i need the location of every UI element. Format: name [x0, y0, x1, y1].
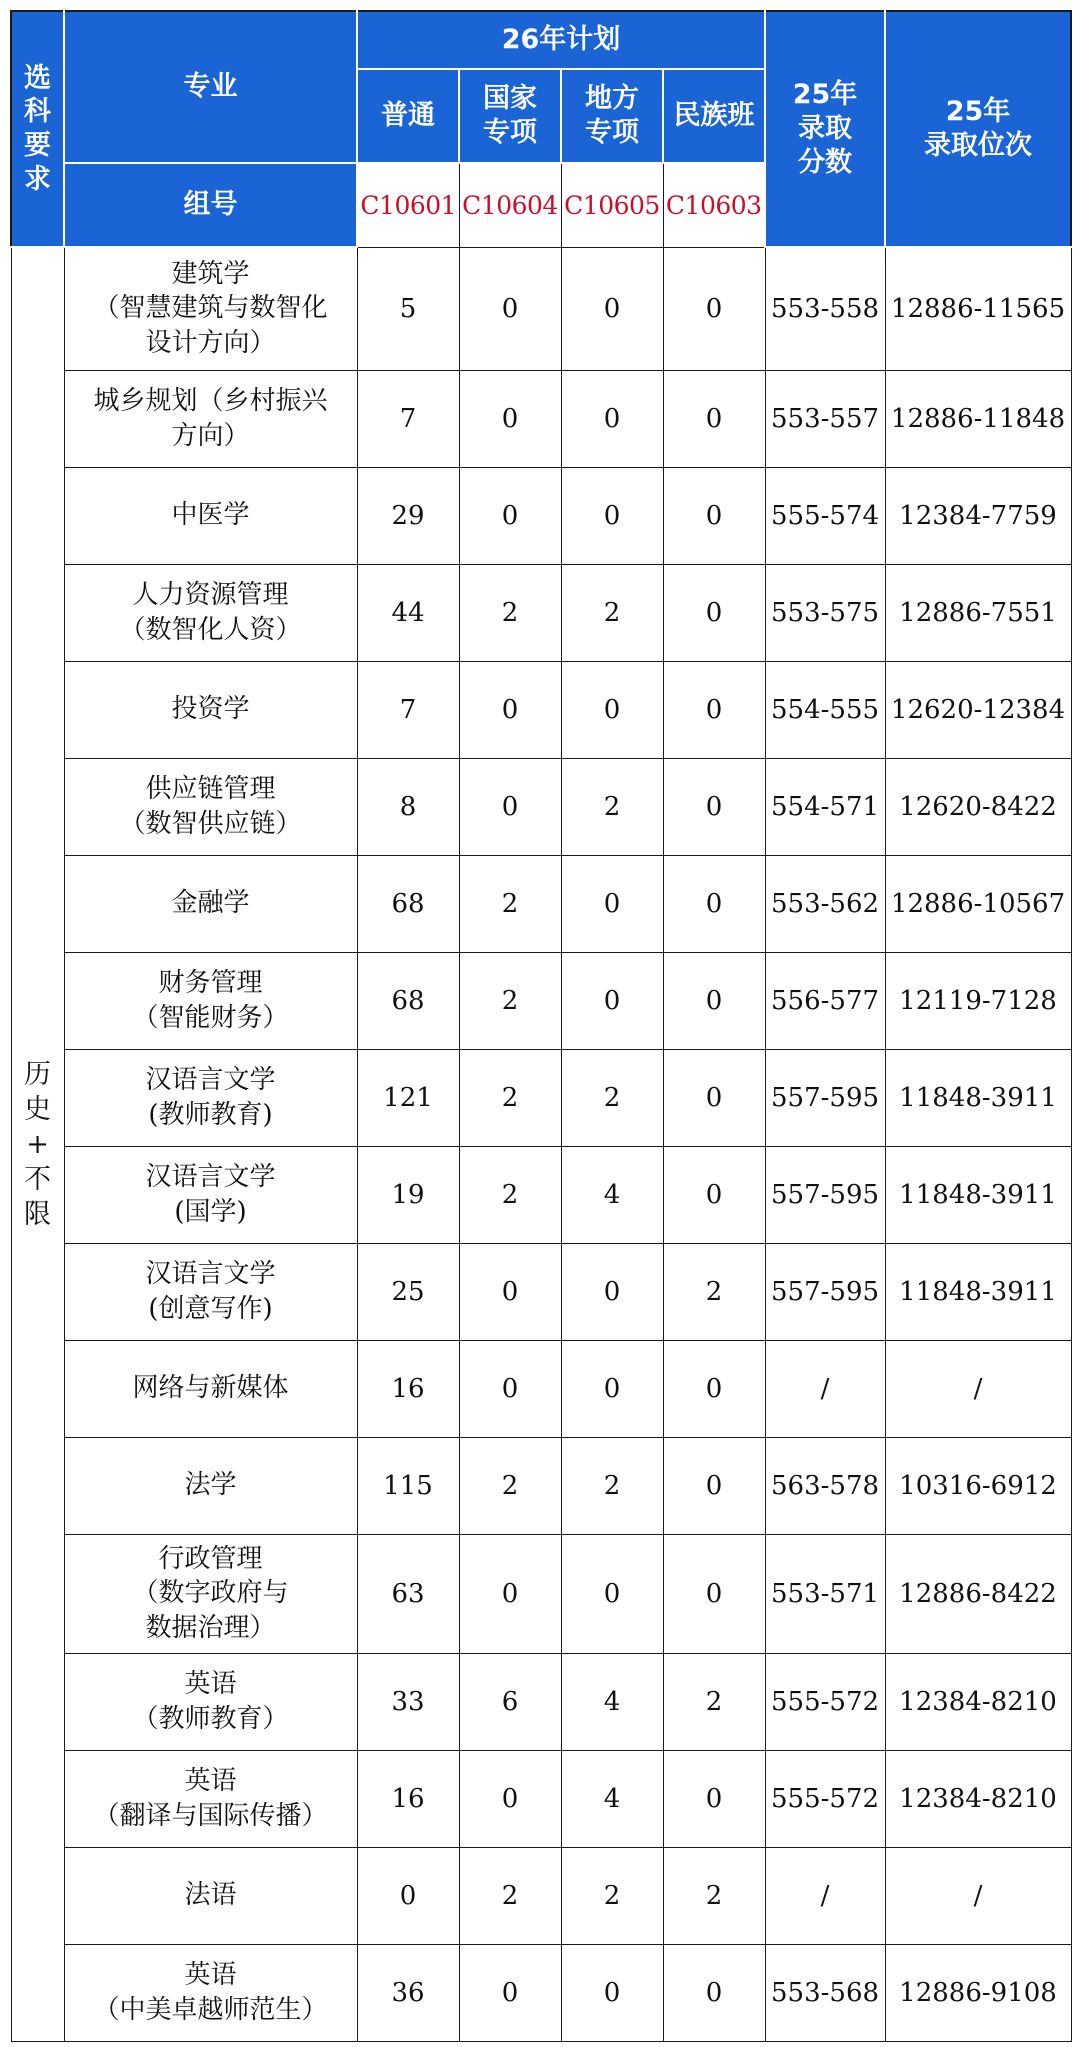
rank-range-cell: 12384-8210 [885, 1750, 1071, 1847]
score-range-cell: 553-557 [765, 370, 885, 467]
subject-requirement-char: + [26, 1128, 49, 1160]
rank-range-cell: 12119-7128 [885, 952, 1071, 1049]
major-name-line: 英语 [184, 1765, 237, 1796]
plan-local-special-cell: 0 [561, 247, 663, 370]
plan-ethnic-class-cell: 0 [663, 1437, 765, 1534]
plan-regular-cell: 25 [357, 1243, 459, 1340]
major-cell [64, 1146, 357, 1243]
plan-regular-cell: 7 [357, 661, 459, 758]
plan-ethnic-class-cell: 0 [663, 1049, 765, 1146]
plan-regular-cell: 19 [357, 1146, 459, 1243]
major-name-line: （智慧建筑与数智化 [93, 293, 328, 324]
score-range-cell: 563-578 [765, 1437, 885, 1534]
plan-local-special-cell: 0 [561, 467, 663, 564]
plan-national-special-cell: 6 [459, 1653, 561, 1750]
table-row [11, 247, 1071, 370]
plan-regular-cell: 29 [357, 467, 459, 564]
score-range-cell: 553-558 [765, 247, 885, 370]
plan-local-special-cell: 0 [561, 1243, 663, 1340]
admission-plan-table-container [10, 10, 1070, 2042]
plan-regular-cell: 115 [357, 1437, 459, 1534]
major-name-line: 英语 [184, 1668, 237, 1699]
major-cell [64, 855, 357, 952]
plan-regular-cell: 16 [357, 1750, 459, 1847]
major-name-line: （中美卓越师范生） [93, 1994, 328, 2025]
plan-national-special-cell: 0 [459, 1944, 561, 2041]
group-code-local-special: C10605 [561, 163, 663, 247]
major-name-line: 金融学 [171, 888, 250, 919]
major-name-line: 投资学 [171, 694, 250, 725]
major-name-line: 财务管理 [158, 967, 263, 998]
major-name-line: 城乡规划（乡村振兴 [93, 385, 328, 416]
plan-ethnic-class-cell: 2 [663, 1847, 765, 1944]
plan-regular-cell: 68 [357, 952, 459, 1049]
major-name-line: 行政管理 [158, 1543, 263, 1574]
major-name-line: （教师教育） [132, 1703, 289, 1734]
header-group-no: 组号 [64, 163, 357, 247]
major-cell [64, 1944, 357, 2041]
major-name-line: 汉语言文学 [145, 1064, 276, 1095]
plan-regular-cell: 5 [357, 247, 459, 370]
score-range-cell: 553-568 [765, 1944, 885, 2041]
plan-local-special-cell: 0 [561, 952, 663, 1049]
plan-regular-cell: 44 [357, 564, 459, 661]
plan-ethnic-class-cell: 0 [663, 1944, 765, 2041]
major-name-line: 方向） [171, 420, 250, 451]
plan-local-special-cell: 0 [561, 1944, 663, 2041]
score-range-cell: / [765, 1847, 885, 1944]
plan-ethnic-class-cell: 0 [663, 661, 765, 758]
major-name-line: 中医学 [171, 500, 250, 531]
plan-national-special-cell: 0 [459, 467, 561, 564]
plan-national-special-cell: 2 [459, 1146, 561, 1243]
plan-regular-cell: 0 [357, 1847, 459, 1944]
plan-local-special-cell: 2 [561, 1049, 663, 1146]
major-name-line: (国学) [174, 1196, 247, 1227]
score-range-cell: 557-595 [765, 1049, 885, 1146]
major-name-line: （翻译与国际传播） [93, 1800, 328, 1831]
rank-range-cell: 12620-8422 [885, 758, 1071, 855]
score-range-cell: 557-595 [765, 1243, 885, 1340]
group-code-ethnic-class: C10603 [663, 163, 765, 247]
table-row [11, 370, 1071, 467]
plan-local-special-cell: 0 [561, 370, 663, 467]
plan-national-special-cell: 0 [459, 370, 561, 467]
score-range-cell: 553-571 [765, 1534, 885, 1653]
major-cell [64, 370, 357, 467]
plan-ethnic-class-cell: 0 [663, 467, 765, 564]
major-name-line: 建筑学 [171, 258, 250, 289]
plan-ethnic-class-cell: 0 [663, 564, 765, 661]
major-name-line: (教师教育) [148, 1099, 273, 1130]
major-cell [64, 1750, 357, 1847]
table-row [11, 1049, 1071, 1146]
plan-local-special-cell: 4 [561, 1146, 663, 1243]
header-plan-ethnic-class: 民族班 [663, 69, 765, 163]
rank-range-cell: 12886-9108 [885, 1944, 1071, 2041]
plan-local-special-cell: 0 [561, 855, 663, 952]
subject-requirement-char: 历 [24, 1058, 51, 1090]
plan-local-special-cell: 2 [561, 1847, 663, 1944]
subject-requirement-char: 不 [24, 1163, 51, 1195]
rank-range-cell: 12886-7551 [885, 564, 1071, 661]
major-cell [64, 1534, 357, 1653]
rank-range-cell: 11848-3911 [885, 1243, 1071, 1340]
major-cell [64, 952, 357, 1049]
score-range-cell: 555-572 [765, 1750, 885, 1847]
plan-local-special-cell: 0 [561, 1534, 663, 1653]
plan-national-special-cell: 2 [459, 1049, 561, 1146]
header-plan-national-special: 国家 专项 [459, 69, 561, 163]
plan-national-special-cell: 0 [459, 247, 561, 370]
subject-requirement-char: 史 [24, 1093, 51, 1125]
plan-regular-cell: 16 [357, 1340, 459, 1437]
score-range-cell: 555-574 [765, 467, 885, 564]
table-row [11, 1944, 1071, 2041]
major-cell [64, 1653, 357, 1750]
plan-national-special-cell: 2 [459, 1437, 561, 1534]
group-code-national-special: C10604 [459, 163, 561, 247]
rank-range-cell: 12886-11565 [885, 247, 1071, 370]
plan-national-special-cell: 0 [459, 1340, 561, 1437]
score-range-cell: 554-555 [765, 661, 885, 758]
plan-regular-cell: 68 [357, 855, 459, 952]
plan-local-special-cell: 0 [561, 1340, 663, 1437]
table-row [11, 1243, 1071, 1340]
score-range-cell: 556-577 [765, 952, 885, 1049]
plan-ethnic-class-cell: 0 [663, 1146, 765, 1243]
major-cell [64, 564, 357, 661]
major-cell [64, 1847, 357, 1944]
major-name-line: （智能财务） [132, 1002, 289, 1033]
table-row [11, 758, 1071, 855]
rank-range-cell: 11848-3911 [885, 1146, 1071, 1243]
header-rank: 25年 录取位次 [885, 11, 1071, 247]
plan-national-special-cell: 0 [459, 1534, 561, 1653]
score-range-cell: 557-595 [765, 1146, 885, 1243]
header-major: 专业 [64, 11, 357, 163]
plan-national-special-cell: 0 [459, 661, 561, 758]
major-name-line: 供应链管理 [145, 773, 276, 804]
plan-national-special-cell: 0 [459, 758, 561, 855]
plan-ethnic-class-cell: 0 [663, 855, 765, 952]
plan-ethnic-class-cell: 2 [663, 1243, 765, 1340]
rank-range-cell: / [885, 1847, 1071, 1944]
table-row [11, 1437, 1071, 1534]
plan-national-special-cell: 2 [459, 1847, 561, 1944]
rank-range-cell: 12886-10567 [885, 855, 1071, 952]
plan-local-special-cell: 4 [561, 1750, 663, 1847]
major-cell [64, 467, 357, 564]
plan-regular-cell: 7 [357, 370, 459, 467]
header-score: 25年 录取 分数 [765, 11, 885, 247]
major-name-line: （数智供应链） [119, 808, 302, 839]
major-name-line: (创意写作) [148, 1293, 273, 1324]
plan-national-special-cell: 2 [459, 564, 561, 661]
table-row [11, 952, 1071, 1049]
table-row [11, 855, 1071, 952]
plan-national-special-cell: 2 [459, 855, 561, 952]
rank-range-cell: / [885, 1340, 1071, 1437]
rank-range-cell: 12886-11848 [885, 370, 1071, 467]
table-row [11, 467, 1071, 564]
rank-range-cell: 10316-6912 [885, 1437, 1071, 1534]
subject-requirement-cell [11, 247, 64, 2041]
major-name-line: 设计方向） [145, 328, 276, 359]
table-row [11, 1340, 1071, 1437]
plan-local-special-cell: 2 [561, 564, 663, 661]
major-name-line: （数字政府与 [132, 1578, 289, 1609]
score-range-cell: 553-575 [765, 564, 885, 661]
plan-ethnic-class-cell: 0 [663, 952, 765, 1049]
subject-requirement-char: 限 [24, 1198, 51, 1230]
major-name-line: 汉语言文学 [145, 1161, 276, 1192]
plan-ethnic-class-cell: 0 [663, 247, 765, 370]
table-row [11, 1847, 1071, 1944]
rank-range-cell: 12384-8210 [885, 1653, 1071, 1750]
plan-ethnic-class-cell: 0 [663, 758, 765, 855]
major-cell [64, 1243, 357, 1340]
table-row [11, 1534, 1071, 1653]
plan-ethnic-class-cell: 0 [663, 1534, 765, 1653]
major-name-line: 数据治理） [145, 1612, 276, 1643]
major-cell [64, 247, 357, 370]
major-name-line: 网络与新媒体 [132, 1373, 289, 1404]
major-cell [64, 758, 357, 855]
rank-range-cell: 11848-3911 [885, 1049, 1071, 1146]
plan-national-special-cell: 2 [459, 952, 561, 1049]
plan-regular-cell: 63 [357, 1534, 459, 1653]
major-name-line: （数智化人资） [119, 614, 302, 645]
score-range-cell: 553-562 [765, 855, 885, 952]
header-plan-title: 26年计划 [357, 11, 765, 69]
plan-regular-cell: 33 [357, 1653, 459, 1750]
major-name-line: 法语 [184, 1880, 237, 1911]
plan-ethnic-class-cell: 0 [663, 370, 765, 467]
score-range-cell: 555-572 [765, 1653, 885, 1750]
major-name-line: 法学 [184, 1470, 237, 1501]
plan-ethnic-class-cell: 0 [663, 1340, 765, 1437]
admission-plan-table [10, 10, 1072, 2042]
major-cell [64, 661, 357, 758]
group-code-regular: C10601 [357, 163, 459, 247]
header-subject-requirement: 选 科 要 求 [11, 11, 64, 247]
major-name-line: 英语 [184, 1959, 237, 1990]
major-name-line: 汉语言文学 [145, 1258, 276, 1289]
header-plan-regular: 普通 [357, 69, 459, 163]
plan-national-special-cell: 0 [459, 1750, 561, 1847]
plan-local-special-cell: 0 [561, 661, 663, 758]
plan-ethnic-class-cell: 2 [663, 1653, 765, 1750]
table-row [11, 1750, 1071, 1847]
rank-range-cell: 12620-12384 [885, 661, 1071, 758]
plan-local-special-cell: 2 [561, 758, 663, 855]
table-row [11, 1146, 1071, 1243]
plan-regular-cell: 121 [357, 1049, 459, 1146]
table-row [11, 1653, 1071, 1750]
header-plan-local-special: 地方 专项 [561, 69, 663, 163]
rank-range-cell: 12384-7759 [885, 467, 1071, 564]
plan-regular-cell: 36 [357, 1944, 459, 2041]
plan-local-special-cell: 2 [561, 1437, 663, 1534]
major-cell [64, 1049, 357, 1146]
table-row [11, 564, 1071, 661]
score-range-cell: / [765, 1340, 885, 1437]
plan-regular-cell: 8 [357, 758, 459, 855]
plan-ethnic-class-cell: 0 [663, 1750, 765, 1847]
major-cell [64, 1340, 357, 1437]
score-range-cell: 554-571 [765, 758, 885, 855]
major-cell [64, 1437, 357, 1534]
plan-local-special-cell: 4 [561, 1653, 663, 1750]
table-row [11, 661, 1071, 758]
rank-range-cell: 12886-8422 [885, 1534, 1071, 1653]
major-name-line: 人力资源管理 [132, 579, 289, 610]
plan-national-special-cell: 0 [459, 1243, 561, 1340]
